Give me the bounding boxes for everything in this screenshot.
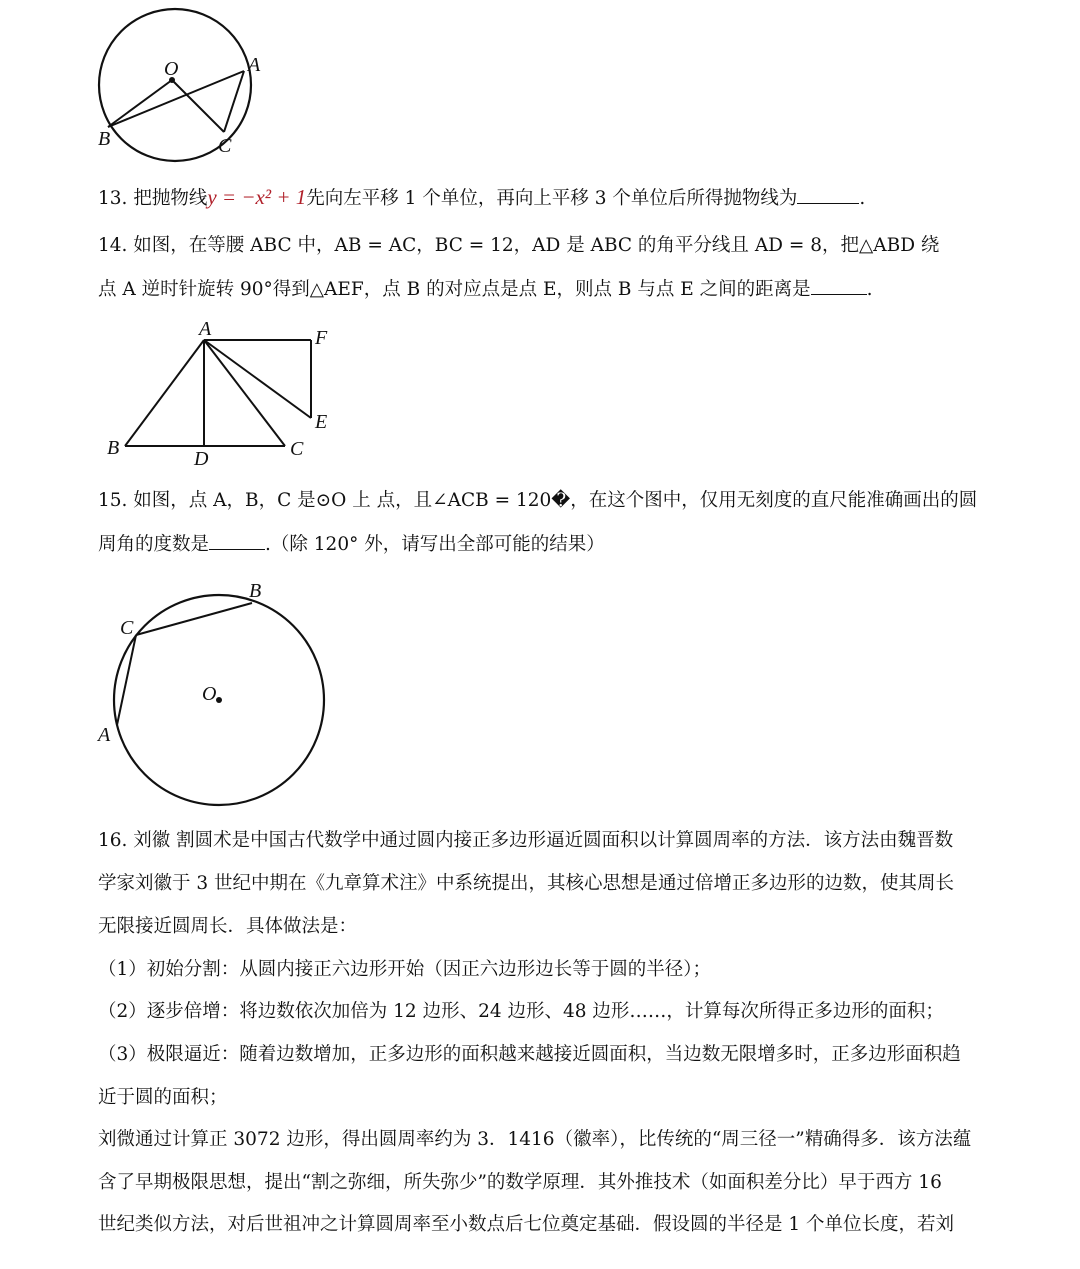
q15-line2-tail: .（除 120° 外，请写出全部可能的结果） — [265, 534, 605, 555]
segment-OB — [108, 80, 172, 127]
label-B: B — [249, 580, 262, 602]
label-A: A — [199, 318, 212, 340]
label-D: D — [194, 448, 209, 468]
q13-answer-blank[interactable] — [797, 185, 859, 204]
question-15-line2 — [98, 531, 1040, 558]
label-A: A — [98, 724, 111, 746]
label-E: E — [315, 411, 328, 433]
question-16-line-10: 世纪类似方法，对后世祖冲之计算圆周率至小数点后七位奠定基础．假设圆的半径是 1 个单位长度，若刘 — [98, 1214, 955, 1235]
question-16-line-6: （3）极限逼近：随着边数增加，正多边形的面积越来越接近圆面积，当边数无限增多时，正多边形面积趋 — [98, 1044, 961, 1065]
label-C: C — [290, 438, 304, 460]
q13-prefix: 把抛物线 — [133, 188, 208, 209]
figure-circle-2 — [92, 575, 332, 810]
q13-formula: y = −x² + 1 — [207, 185, 307, 209]
question-15-line1: 15. 如图，点 A，B，C 是⊙O 上 点，且∠ACB = 120�，在这个图中，仅用无刻度的直尺能准确画出的圆 — [98, 490, 978, 511]
question-16-line-4: （1）初始分割：从圆内接正六边形开始（因正六边形边长等于圆的半径）； — [98, 959, 712, 980]
q14-period: . — [866, 279, 873, 300]
segment-AE — [204, 340, 311, 418]
q13-period: . — [859, 188, 866, 209]
label-A: A — [248, 54, 261, 76]
label-F: F — [315, 327, 328, 349]
segment-AC — [204, 340, 285, 446]
figure-triangle — [100, 318, 350, 468]
q15-line2-text: 周角的度数是 — [98, 534, 210, 555]
question-16-line-9: 含了早期极限思想，提出“割之弥细，所失弥少”的数学原理．其外推技术（如面积差分比）早于西方 16 — [98, 1172, 942, 1193]
figure-circle-1 — [90, 5, 280, 165]
segment-OC — [172, 80, 224, 132]
question-16-line-8: 刘微通过计算正 3072 边形，得出圆周率约为 3．1416（徽率），比传统的“周三径一”精确得多．该方法蕴 — [98, 1129, 972, 1150]
q13-number: 13. — [98, 188, 128, 209]
segment-AB — [125, 340, 204, 446]
q14-line2-text: 点 A 逆时针旋转 90°得到△AEF，点 B 的对应点是点 E，则点 B 与点 E 之间的距离是 — [98, 279, 811, 300]
question-16-line-2: 学家刘徽于 3 世纪中期在《九章算术注》中系统提出，其核心思想是通过倍增正多边形的边数，使其周长 — [98, 873, 955, 894]
question-13 — [98, 184, 1040, 212]
question-16-line-7: 近于圆的面积； — [98, 1087, 228, 1108]
label-C: C — [120, 617, 134, 639]
label-B: B — [98, 128, 111, 150]
label-B: B — [107, 437, 120, 459]
question-14-line2 — [98, 276, 1040, 303]
label-O: O — [164, 58, 179, 80]
q13-suffix: 先向左平移 1 个单位，再向上平移 3 个单位后所得抛物线为 — [306, 188, 798, 209]
question-16-line-1: 16. 刘徽 割圆术是中国古代数学中通过圆内接正多边形逼近圆面积以计算圆周率的方法．该方法由魏晋数 — [98, 830, 954, 851]
question-14-line1: 14. 如图，在等腰 ABC 中，AB = AC，BC = 12，AD 是 ABC 的角平分线且 AD = 8，把△ABD 绕 — [98, 235, 940, 256]
label-O: O — [202, 683, 217, 705]
label-C: C — [218, 135, 232, 157]
question-16-line-3: 无限接近圆周长．具体做法是： — [98, 916, 358, 937]
q14-answer-blank[interactable] — [811, 276, 867, 295]
center-dot — [216, 697, 222, 703]
question-16-line-5: （2）逐步倍增：将边数依次加倍为 12 边形、24 边形、48 边形……，计算每次所得正多边形的面积； — [98, 1001, 944, 1022]
q15-answer-blank[interactable] — [209, 531, 265, 550]
